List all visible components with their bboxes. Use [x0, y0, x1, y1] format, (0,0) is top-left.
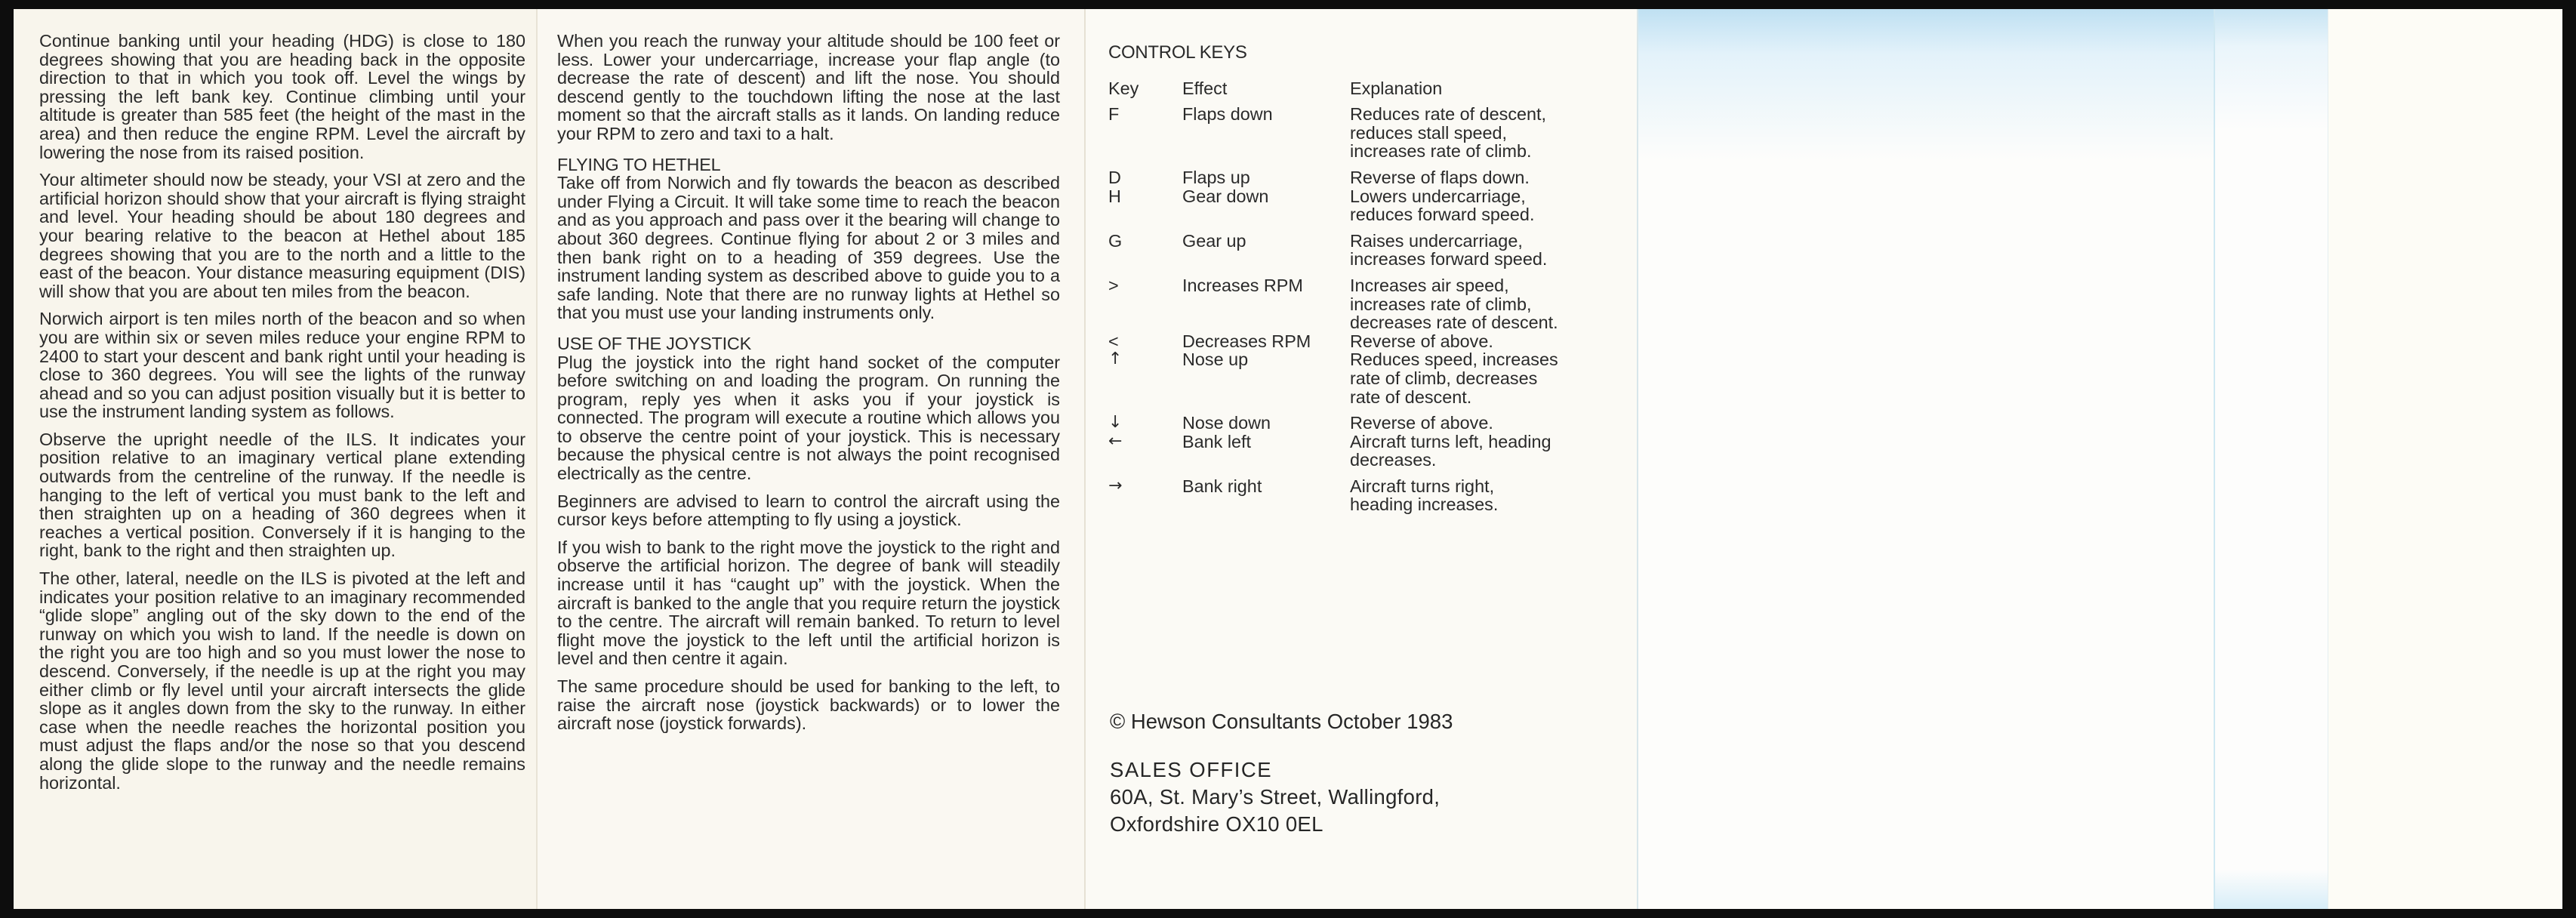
key-effect: Flaps down — [1182, 104, 1273, 125]
key-explanation — [1350, 224, 1607, 269]
panel-control-keys — [1086, 9, 1638, 909]
key-explanation — [1350, 433, 1607, 470]
blank-cover-panel — [1638, 9, 2215, 909]
column-header-explanation: Explanation — [1350, 78, 1443, 98]
key-glyph: ↑ — [1108, 350, 1123, 369]
blank-flap-panel — [2328, 9, 2562, 909]
key-explanation — [1350, 332, 1607, 351]
paragraph-lateral-needle: The other, lateral, needle on the ILS is pivoted at the left and indicates your position relative to an imaginary recommended “glide slope” angling out of the sky down to the end of the runway on which you wish to land. If the needle is down on the right you are too high and so you must lower the nose to descend. Conversely, if the needle is up at the right you may either climb or fly level until your aircraft intersects the glide slope as it angles down from the sky to the runway. In either case when the needle reaches the horizontal position you must adjust the flaps and/or the nose so that you descend along the glide slope to the runway and the needle remains horizontal. — [39, 568, 525, 793]
control-key-row — [1108, 187, 1607, 224]
control-key-row — [1108, 105, 1607, 161]
key-effect: Gear up — [1182, 230, 1246, 251]
panel1-text-column — [39, 32, 525, 801]
control-keys-title: CONTROL KEYS — [1108, 42, 1247, 63]
control-key-row — [1108, 224, 1607, 269]
column-header-key: Key — [1108, 78, 1139, 98]
explanation-line: decreases. — [1350, 450, 1437, 470]
key-effect: Flaps up — [1182, 167, 1250, 187]
key-explanation — [1350, 161, 1607, 187]
control-key-row — [1108, 350, 1607, 406]
explanation-line: decreases rate of descent. — [1350, 313, 1558, 333]
control-key-row — [1108, 332, 1607, 351]
explanation-line: reduces stall speed, — [1350, 122, 1508, 143]
paragraph-landing: When you reach the runway your altitude should be 100 feet or less. Lower your undercarriage, increase your flap angle (to decrease the rate of descent) and lift the nose. You should descend gently to the touchdown lifting the nose at the last moment so that the aircraft stalls as it lands. On landing reduce your RPM to zero and taxi to a halt. — [557, 31, 1060, 143]
paragraph-norwich-airport: Norwich airport is ten miles north of the beacon and so when you are within six or seven miles reduce your engine RPM to 2400 to start your descent and bank right until your heading is close to 360 degrees. You will see the lights of the runway ahead and so you can adjust position visually but it is better to use the instrument landing system as follows. — [39, 309, 525, 422]
copyright-notice: © Hewson Consultants October 1983 — [1110, 710, 1453, 733]
panel-flying-circuit — [14, 9, 538, 909]
paragraph-hethel: Take off from Norwich and fly towards the beacon as described under Flying a Circuit. It will take some time to reach the beacon and as you approach and pass over it the bearing will change to about 360 degrees. Continue flying for about 2 or 3 miles and then bank right on to a heading of 359 degrees. Use the instrument landing system as described above to guide you to a safe landing. Note that there are no runway lights at Hethel so that you must use your landing instruments only. — [557, 173, 1060, 323]
column-header-effect: Effect — [1182, 78, 1228, 98]
key-glyph: F — [1108, 104, 1120, 125]
explanation-line: Reduces rate of descent, — [1350, 104, 1547, 125]
explanation-line: Increases air speed, — [1350, 275, 1509, 295]
instruction-leaflet — [14, 9, 2562, 909]
explanation-line: Lowers undercarriage, — [1350, 186, 1526, 206]
sales-office-title: SALES OFFICE — [1110, 758, 1273, 781]
paragraph-same-procedure: The same procedure should be used for banking to the left, to raise the aircraft nose (joystick backwards) or to lower the aircraft nose (joystick forwards). — [557, 676, 1060, 734]
control-keys-table — [1108, 79, 1607, 514]
key-glyph: H — [1108, 186, 1121, 206]
publisher-footer — [1110, 708, 1453, 838]
explanation-line: Aircraft turns right, — [1350, 476, 1495, 496]
paragraph-beginners: Beginners are advised to learn to control the aircraft using the cursor keys before attempting to fly using a joystick. — [557, 491, 1060, 530]
key-effect: Nose down — [1182, 413, 1271, 433]
key-explanation — [1350, 269, 1607, 332]
control-key-row — [1108, 269, 1607, 332]
panel2-text-column — [557, 32, 1060, 742]
key-glyph: < — [1108, 331, 1119, 351]
heading-use-of-joystick: USE OF THE JOYSTICK — [557, 333, 752, 353]
key-glyph: ↓ — [1108, 413, 1123, 433]
explanation-line: increases rate of climb. — [1350, 141, 1532, 162]
paragraph-joystick-plug: Plug the joystick into the right hand socket of the computer before switching on and loading the program. On running the program, reply yes when it asks you if your joystick is connected. The program will execute a routine which allows you to observe the centre point of your joystick. This is necessary because the physical centre is not always the point recognised electrically as the centre. — [557, 352, 1060, 484]
blank-spine-panel — [2215, 9, 2328, 909]
key-effect: Nose up — [1182, 350, 1249, 370]
key-glyph: > — [1108, 275, 1119, 295]
key-effect: Bank left — [1182, 431, 1252, 451]
paragraph-altimeter: Your altimeter should now be steady, your VSI at zero and the artificial horizon should show that your aircraft is flying straight and level. Your heading should be about 180 degrees and your bearing relative to the beacon at Hethel about 185 degrees showing that you are to the north and a little to the east of the beacon. Your distance measuring equipment (DIS) will show that you are about ten miles from the beacon. — [39, 170, 525, 301]
key-effect: Decreases RPM — [1182, 331, 1311, 351]
explanation-line: rate of climb, decreases — [1350, 368, 1538, 388]
key-effect: Bank right — [1182, 476, 1262, 496]
control-keys-section — [1108, 44, 1622, 514]
control-key-row — [1108, 161, 1607, 187]
key-effect: Increases RPM — [1182, 275, 1303, 295]
explanation-line: reduces forward speed. — [1350, 205, 1535, 225]
key-explanation — [1350, 350, 1607, 406]
explanation-line: increases forward speed. — [1350, 249, 1548, 270]
paragraph-upright-needle: Observe the upright needle of the ILS. It indicates your position relative to an imaginary vertical plane extending outwards from the centreline of the runway. If the needle is hanging to the left of vertical you must bank to the left and then straighten up on a heading of 360 degrees when it reaches a vertical position. Conversely if it is hanging to the right, bank to the right and then straighten up. — [39, 429, 525, 561]
explanation-line: Raises undercarriage, — [1350, 230, 1523, 251]
control-key-row — [1108, 470, 1607, 514]
key-explanation — [1350, 187, 1607, 224]
explanation-line: heading increases. — [1350, 494, 1499, 515]
table-header-row — [1108, 79, 1607, 106]
address-line-1: 60A, St. Mary’s Street, Wallingford, — [1110, 785, 1441, 809]
heading-flying-to-hethel: FLYING TO HETHEL — [557, 154, 721, 174]
key-effect: Gear down — [1182, 186, 1269, 206]
key-glyph: G — [1108, 230, 1123, 251]
key-explanation — [1350, 470, 1607, 514]
explanation-line: Reverse of above. — [1350, 413, 1493, 433]
control-key-row — [1108, 433, 1607, 470]
address-line-2: Oxfordshire OX10 0EL — [1110, 812, 1323, 836]
control-key-row — [1108, 406, 1607, 433]
key-glyph: D — [1108, 167, 1121, 187]
paragraph-banking: Continue banking until your heading (HDG) is close to 180 degrees showing that you are heading back in the opposite direction to that in which you took off. Level the wings by pressing the left bank key. Continue climbing until your altitude is greater than 585 feet (the height of the mast in the area) and then reduce the engine RPM. Level the aircraft by lowering the nose from its raised position. — [39, 31, 525, 162]
paragraph-bank-right: If you wish to bank to the right move the joystick to the right and observe the artificial horizon. The degree of bank will steadily increase until it has “caught up” with the joystick. When the aircraft is banked to the angle that you require return the joystick to the centre. The aircraft will remain banked. To return to level flight move the joystick to the left until the artificial horizon is level and then centre it again. — [557, 537, 1060, 669]
panel-hethel-joystick — [538, 9, 1086, 909]
explanation-line: rate of descent. — [1350, 387, 1472, 407]
key-glyph: ← — [1108, 431, 1123, 451]
explanation-line: increases rate of climb, — [1350, 294, 1532, 314]
key-explanation — [1350, 406, 1607, 433]
explanation-line: Aircraft turns left, heading — [1350, 431, 1551, 451]
explanation-line: Reduces speed, increases — [1350, 350, 1558, 370]
explanation-line: Reverse of flaps down. — [1350, 167, 1530, 187]
explanation-line: Reverse of above. — [1350, 331, 1493, 351]
control-keys-body — [1108, 105, 1607, 514]
key-glyph: → — [1108, 476, 1123, 495]
key-explanation — [1350, 105, 1607, 161]
